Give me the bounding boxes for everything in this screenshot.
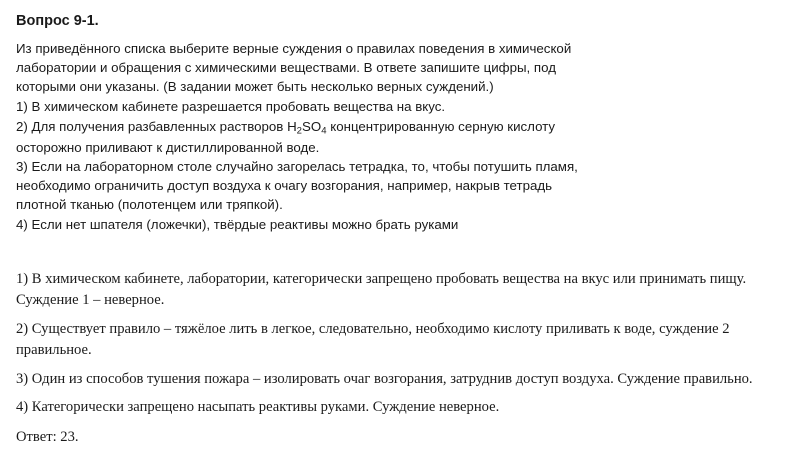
statement-3 <box>16 158 782 215</box>
question-number: Вопрос 9-1. <box>16 13 99 29</box>
statement-2-number: 2) <box>16 119 28 135</box>
statement-2-line-2: осторожно приливают к дистиллированной воде. <box>16 139 320 155</box>
task-intro-line-2: лаборатории и обращения с химическими веществами. В ответе запишите цифры, под <box>16 59 556 75</box>
statement-4-line-1: Если нет шпателя (ложечки), твёрдые реактивы можно брать руками <box>31 217 459 233</box>
solution-item-4: 4) Категорически запрещено насыпать реактивы руками. Суждение неверное. <box>16 399 500 416</box>
task-text <box>16 40 782 235</box>
statement-3-line-3: плотной тканью (полотенцем или тряпкой). <box>16 197 283 213</box>
statement-1-number: 1) <box>16 99 28 115</box>
statement-1-line-1: В химическом кабинете разрешается пробовать вещества на вкус. <box>31 99 446 115</box>
formula-sub-2: 2 <box>296 126 302 138</box>
statement-3-line-1: Если на лабораторном столе случайно загорелась тетрадка, то, чтобы потушить пламя, <box>31 159 578 175</box>
task-intro-line-3: которыми они указаны. (В задании может быть несколько верных суждений.) <box>16 78 494 94</box>
task-intro <box>16 40 782 97</box>
final-answer: Ответ: 23. <box>16 428 79 445</box>
statement-4-number: 4) <box>16 217 28 233</box>
solution-item-2: 2) Существует правило – тяжёлое лить в легкое, следовательно, необходимо кислоту приливать к воде, суждение 2 правильное. <box>16 320 730 359</box>
statement-3-number: 3) <box>16 159 28 175</box>
task-intro-line-1: Из приведённого списка выберите верные суждения о правилах поведения в химической <box>16 40 572 56</box>
statement-4 <box>16 216 782 235</box>
solution-text <box>16 269 782 448</box>
statement-1 <box>16 98 782 117</box>
formula-sub-4: 4 <box>321 126 327 138</box>
solution-item-1: 1) В химическом кабинете, лаборатории, категорически запрещено пробовать вещества на вкус или принимать пищу. Суждение 1 – неверное. <box>16 270 747 309</box>
formula-h2so4: $H_2SO_4$ <box>287 119 327 138</box>
statement-2: 2) Для получения разбавленных растворов $H_2SO_4$ концентрированную серную кислоту осторожно приливают к дистиллированной воде. <box>16 118 782 157</box>
solution-item-3: 3) Один из способов тушения пожара – изолировать очаг возгорания, затруднив доступ воздуха. Суждение правильно. <box>16 370 753 387</box>
statement-3-line-2: необходимо ограничить доступ воздуха к очагу возгорания, например, накрыв тетрадь <box>16 178 553 194</box>
